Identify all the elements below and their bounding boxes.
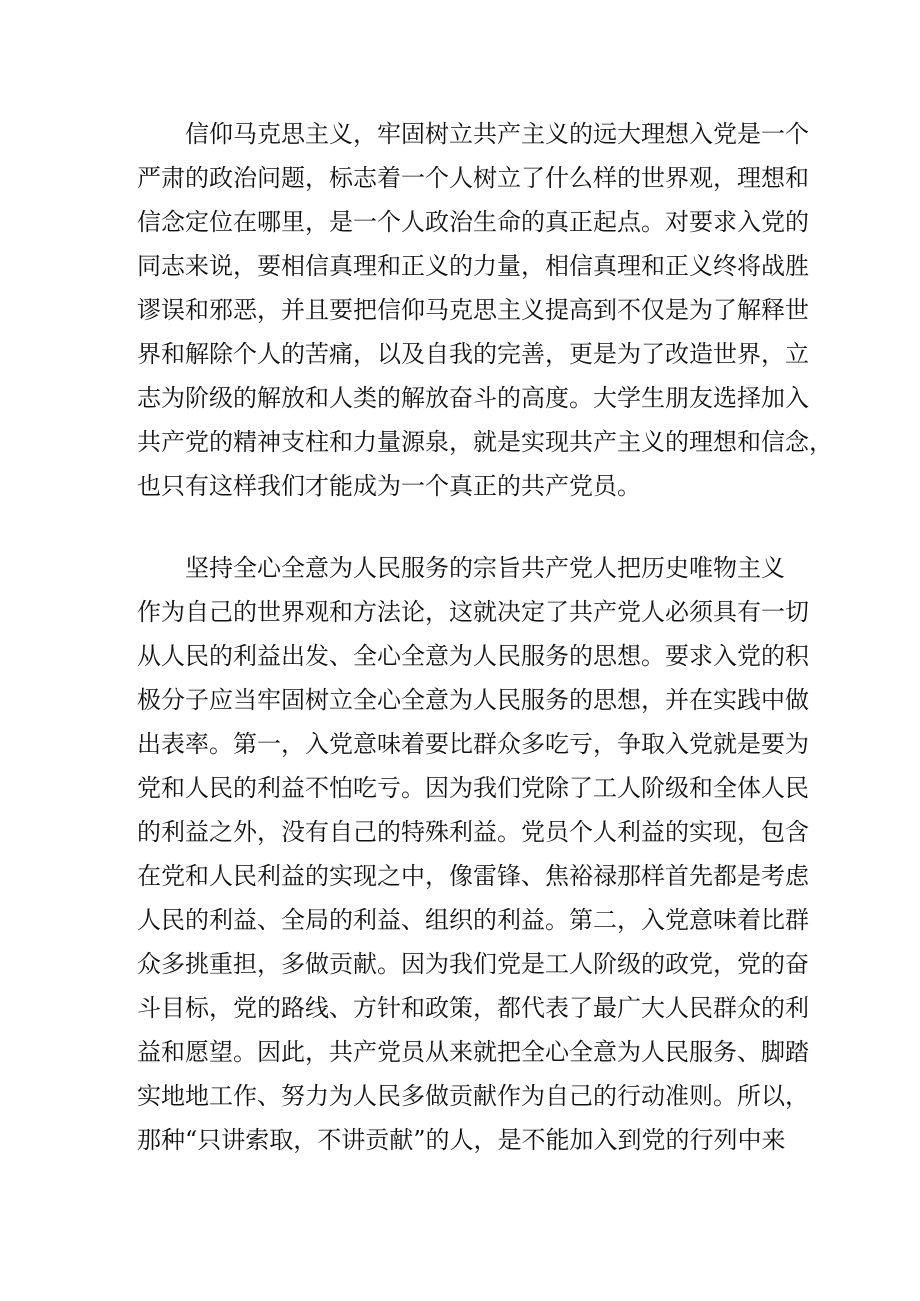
- text-line: 从人民的利益出发、全心全意为人民服务的思想。要求入党的积: [137, 642, 809, 670]
- text-line: 人民的利益、全局的利益、组织的利益。第二，入党意味着比群: [137, 906, 809, 934]
- paragraph-communist-ideal: [137, 112, 833, 508]
- text-line: 也只有这样我们才能成为一个真正的共产党员。: [137, 472, 641, 500]
- text-line: 极分子应当牢固树立全心全意为人民服务的思想，并在实践中做: [137, 686, 809, 714]
- text-line: 志为阶级的解放和人类的解放奋斗的高度。大学生朋友选择加入: [137, 384, 809, 412]
- text-line: 那种“只讲索取，不讲贡献”的人，是不能加入到党的行列中来: [137, 1126, 786, 1154]
- text-line: 众多挑重担，多做贡献。因为我们党是工人阶级的政党，党的奋: [137, 950, 809, 978]
- text-line: 界和解除个人的苦痛，以及自我的完善，更是为了改造世界，立: [137, 340, 809, 368]
- text-line: 坚持全心全意为人民服务的宗旨共产党人把历史唯物主义: [185, 554, 785, 582]
- text-line: 同志来说，要相信真理和正义的力量，相信真理和正义终将战胜: [137, 252, 809, 280]
- text-line: 严肃的政治问题，标志着一个人树立了什么样的世界观，理想和: [137, 164, 809, 192]
- text-line: 信念定位在哪里，是一个人政治生命的真正起点。对要求入党的: [137, 208, 809, 236]
- text-line: 斗目标，党的路线、方针和政策，都代表了最广大人民群众的利: [137, 994, 809, 1022]
- text-line: 共产党的精神支柱和力量源泉，就是实现共产主义的理想和信念，: [137, 428, 833, 456]
- text-line: 谬误和邪恶，并且要把信仰马克思主义提高到不仅是为了解释世: [137, 296, 809, 324]
- text-line: 党和人民的利益不怕吃亏。因为我们党除了工人阶级和全体人民: [137, 774, 809, 802]
- text-line: 信仰马克思主义，牢固树立共产主义的远大理想入党是一个: [185, 120, 809, 148]
- text-line: 实地地工作、努力为人民多做贡献作为自己的行动准则。所以，: [137, 1082, 809, 1110]
- text-line: 作为自己的世界观和方法论，这就决定了共产党人必须具有一切: [137, 598, 809, 626]
- text-line: 的利益之外，没有自己的特殊利益。党员个人利益的实现，包含: [137, 818, 809, 846]
- paragraph-serve-the-people: [137, 546, 809, 1162]
- text-line: 在党和人民利益的实现之中，像雷锋、焦裕禄那样首先都是考虑: [137, 862, 809, 890]
- text-line: 出表率。第一，入党意味着要比群众多吃亏，争取入党就是要为: [137, 730, 809, 758]
- text-line: 益和愿望。因此，共产党员从来就把全心全意为人民服务、脚踏: [137, 1038, 809, 1066]
